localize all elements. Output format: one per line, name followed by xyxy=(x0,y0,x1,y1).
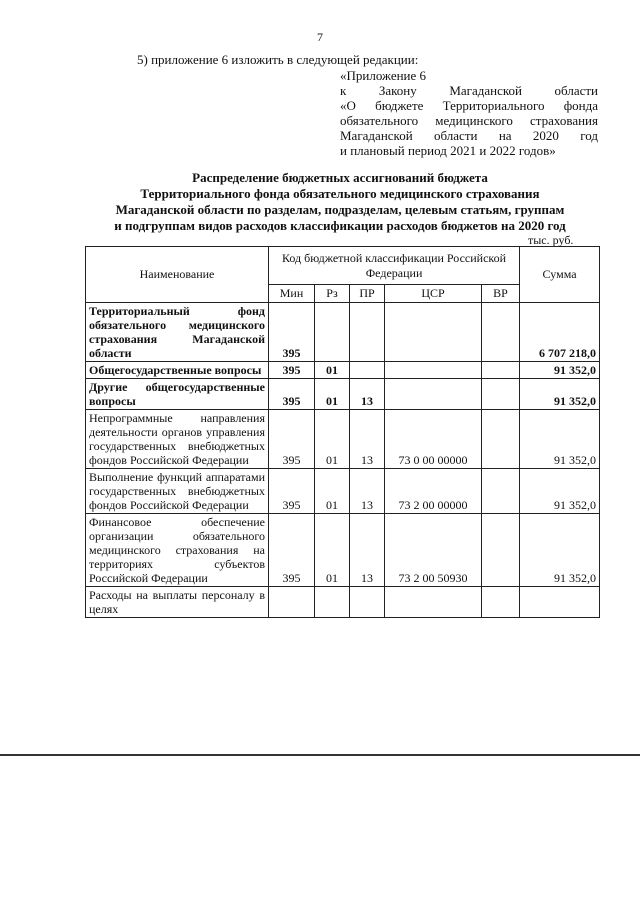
intro-text: 5) приложение 6 изложить в следующей редакции: xyxy=(137,52,419,67)
row-sum: 91 352,0 xyxy=(520,410,600,469)
row-pr: 13 xyxy=(350,514,385,587)
appendix-line-2: к Закону Магаданской области xyxy=(340,83,598,98)
row-name: Другие общегосударственные вопросы xyxy=(86,379,269,410)
header-csr: ЦСР xyxy=(385,285,482,303)
row-min: 395 xyxy=(269,514,315,587)
row-rz: 01 xyxy=(315,514,350,587)
table-row xyxy=(86,410,600,469)
row-rz xyxy=(315,303,350,362)
units-label: тыс. руб. xyxy=(528,233,574,247)
row-pr: 13 xyxy=(350,410,385,469)
row-csr xyxy=(385,362,482,379)
row-name: Территориальный фонд обязательного медицинского страхования Магаданской области xyxy=(86,303,269,362)
table-row xyxy=(86,303,600,362)
row-pr: 13 xyxy=(350,379,385,410)
budget-table xyxy=(85,246,600,618)
row-rz: 01 xyxy=(315,469,350,514)
row-csr xyxy=(385,379,482,410)
row-min: 395 xyxy=(269,469,315,514)
row-sum: 91 352,0 xyxy=(520,362,600,379)
row-pr xyxy=(350,587,385,618)
row-vr xyxy=(482,514,520,587)
row-csr: 73 2 00 50930 xyxy=(385,514,482,587)
row-vr xyxy=(482,469,520,514)
row-min: 395 xyxy=(269,379,315,410)
row-vr xyxy=(482,410,520,469)
row-rz: 01 xyxy=(315,379,350,410)
header-vr: ВР xyxy=(482,285,520,303)
header-pr: ПР xyxy=(350,285,385,303)
row-min: 395 xyxy=(269,410,315,469)
table-row xyxy=(86,379,600,410)
row-pr xyxy=(350,303,385,362)
header-code-group: Код бюджетной классификации Российской Федерации xyxy=(269,247,520,285)
row-name: Выполнение функций аппаратами государственных внебюджетных фондов Российской Федерации xyxy=(86,469,269,514)
row-name: Общегосударственные вопросы xyxy=(86,362,269,379)
row-sum: 91 352,0 xyxy=(520,514,600,587)
document-heading xyxy=(60,170,620,234)
row-min: 395 xyxy=(269,303,315,362)
row-csr: 73 0 00 00000 xyxy=(385,410,482,469)
page-number: 7 xyxy=(317,30,323,44)
appendix-line-3: «О бюджете Территориального фонда xyxy=(340,98,598,113)
row-name: Финансовое обеспечение организации обязательного медицинского страхования на территориях субъектов Российской Федерации xyxy=(86,514,269,587)
row-rz: 01 xyxy=(315,410,350,469)
row-vr xyxy=(482,362,520,379)
appendix-line-5: Магаданской области на 2020 год xyxy=(340,128,598,143)
header-min: Мин xyxy=(269,285,315,303)
table-row xyxy=(86,514,600,587)
page-bottom-rule xyxy=(0,754,640,756)
header-sum: Сумма xyxy=(520,247,600,303)
row-sum: 6 707 218,0 xyxy=(520,303,600,362)
row-name: Непрограммные направления деятельности органов управления государственных внебюджетных фондов Российской Федерации xyxy=(86,410,269,469)
row-rz: 01 xyxy=(315,362,350,379)
appendix-line-4: обязательного медицинского страхования xyxy=(340,113,598,128)
row-csr xyxy=(385,303,482,362)
table-row xyxy=(86,362,600,379)
heading-line-3: Магаданской области по разделам, подразделам, целевым статьям, группам xyxy=(115,202,565,217)
header-rz: Рз xyxy=(315,285,350,303)
row-name: Расходы на выплаты персоналу в целях xyxy=(86,587,269,618)
row-sum: 91 352,0 xyxy=(520,379,600,410)
appendix-line-1: «Приложение 6 xyxy=(340,68,427,83)
row-csr xyxy=(385,587,482,618)
heading-line-4: и подгруппам видов расходов классификации расходов бюджетов на 2020 год xyxy=(114,218,566,233)
row-min: 395 xyxy=(269,362,315,379)
row-rz xyxy=(315,587,350,618)
heading-line-1: Распределение бюджетных ассигнований бюджета xyxy=(192,170,488,185)
row-min xyxy=(269,587,315,618)
row-sum: 91 352,0 xyxy=(520,469,600,514)
appendix-reference xyxy=(340,68,598,158)
row-sum xyxy=(520,587,600,618)
row-pr: 13 xyxy=(350,469,385,514)
row-pr xyxy=(350,362,385,379)
heading-line-2: Территориального фонда обязательного медицинского страхования xyxy=(140,186,540,201)
row-csr: 73 2 00 00000 xyxy=(385,469,482,514)
table-row xyxy=(86,469,600,514)
row-vr xyxy=(482,379,520,410)
appendix-line-6: и плановый период 2021 и 2022 годов» xyxy=(340,143,556,158)
table-row xyxy=(86,587,600,618)
row-vr xyxy=(482,587,520,618)
row-vr xyxy=(482,303,520,362)
header-name: Наименование xyxy=(86,247,269,303)
